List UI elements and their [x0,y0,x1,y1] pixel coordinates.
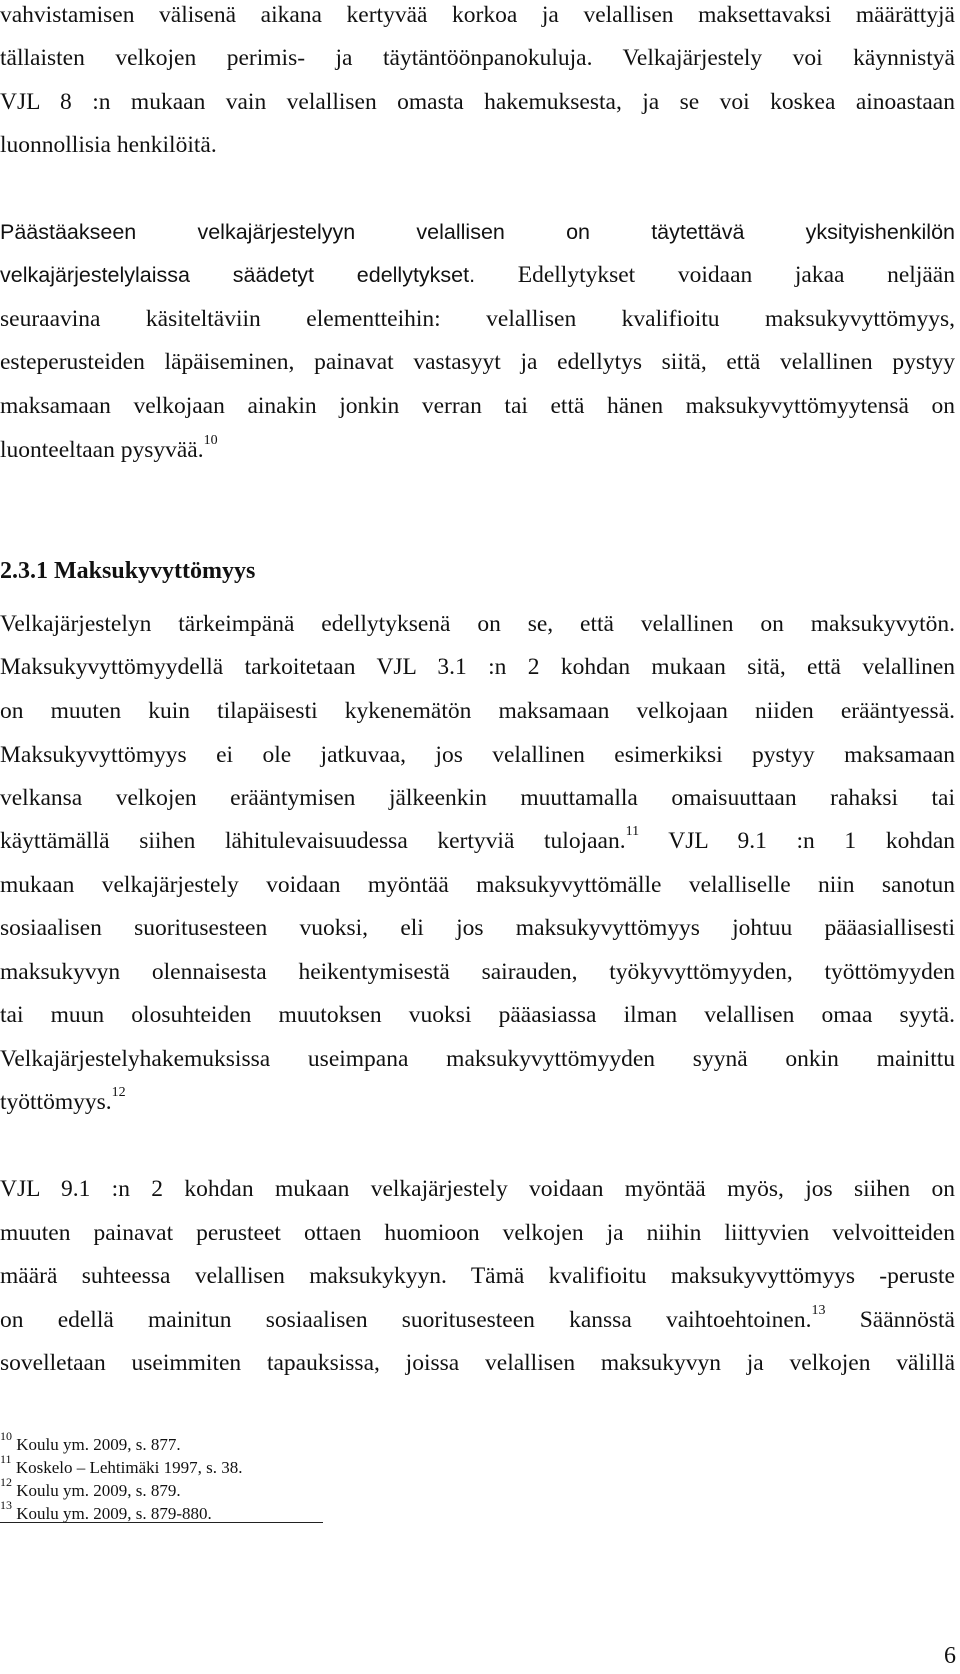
text-line [0,1305,955,1335]
text-line: seuraavina käsiteltäviin elementteihin: velallisen kvalifioitu maksukyvyttömyys, [0,306,955,332]
footnote-text: Koskelo – Lehtimäki 1997, s. 38. [11,1458,243,1477]
text-line: määrä suhteessa velallisen maksukykyyn. Tämä kvalifioitu maksukyvyttömyys -peruste [0,1263,955,1289]
text-span: VJL 9.1 :n 1 kohdan [639,828,955,854]
text-line: Velkajärjestelyn tärkeimpänä edellytyksenä on se, että velallinen on maksukyvytön. [0,611,955,637]
footnote-number: 13 [0,1498,12,1513]
footnote [0,1452,243,1479]
footnote [0,1429,181,1456]
text-line: tällaisten velkojen perimis- ja täytäntöönpanokuluja. Velkajärjestely voi käynnistyä [0,45,955,71]
text-line [0,260,955,290]
text-line: mukaan velkajärjestely voidaan myöntää maksukyvyttömälle velalliselle niin sanotun [0,872,955,898]
text-line [0,1087,955,1117]
text-span: käyttämällä siihen lähitulevaisuudessa kertyviä tulojaan. [0,828,626,854]
text-span: Säännöstä [825,1307,955,1333]
text-span-sans: velkajärjestelylaissa säädetyt edellytykset. [0,263,476,287]
text-line [0,435,955,465]
footnote-ref[interactable]: 13 [811,1303,826,1319]
text-span: luonteeltaan pysyvää. [0,437,204,463]
text-line: on muuten kuin tilapäisesti kykenemätön maksamaan velkojaan niiden erääntyessä. [0,698,955,724]
footnote-ref[interactable]: 10 [203,433,218,449]
footnote-number: 10 [0,1429,12,1444]
page-number: 6 [944,1643,956,1669]
text-line [0,826,955,856]
footnote-number: 12 [0,1475,12,1490]
text-line: velkansa velkojen erääntymisen jälkeenkin muuttamalla omaisuuttaan rahaksi tai [0,785,955,811]
text-span: työttömyys. [0,1089,112,1115]
footnote-text: Koulu ym. 2009, s. 877. [12,1435,181,1454]
text-span: on edellä mainitun sosiaalisen suoritusesteen kanssa vaihtoehtoinen. [0,1307,812,1333]
text-line: Maksukyvyttömyys ei ole jatkuvaa, jos velallinen esimerkiksi pystyy maksamaan [0,742,955,768]
text-line: Päästäakseen velkajärjestelyyn velallisen on täytettävä yksityishenkilön [0,220,955,244]
text-line: sovelletaan useimmiten tapauksissa, joissa velallisen maksukyvyn ja velkojen välillä [0,1350,955,1376]
text-line: maksamaan velkojaan ainakin jonkin verran tai että hänen maksukyvyttömyytensä on [0,393,955,419]
text-line: tai muun olosuhteiden muutoksen vuoksi pääasiassa ilman velallisen omaa syytä. [0,1002,955,1028]
text-span: Edellytykset voidaan jakaa neljään [475,262,955,288]
text-line: muuten painavat perusteet ottaen huomioon velkojen ja niihin liittyvien velvoitteiden [0,1220,955,1246]
footnote-ref[interactable]: 11 [625,824,640,840]
text-line: vahvistamisen välisenä aikana kertyvää korkoa ja velallisen maksettavaksi määrättyjä [0,2,955,28]
text-line: sosiaalisen suoritusesteen vuoksi, eli jos maksukyvyttömyys johtuu pääasiallisesti [0,915,955,941]
footnote-text: Koulu ym. 2009, s. 879-880. [12,1504,212,1523]
footnote-text: Koulu ym. 2009, s. 879. [12,1481,181,1500]
section-heading: 2.3.1 Maksukyvyttömyys [0,558,256,584]
footnote-number: 11 [0,1452,12,1467]
text-line: luonnollisia henkilöitä. [0,132,217,158]
footnote [0,1498,212,1525]
text-line: Maksukyvyttömyydellä tarkoitetaan VJL 3.1 :n 2 kohdan mukaan sitä, että velallinen [0,654,955,680]
text-line: VJL 9.1 :n 2 kohdan mukaan velkajärjestely voidaan myöntää myös, jos siihen on [0,1176,955,1202]
text-line: Velkajärjestelyhakemuksissa useimpana maksukyvyttömyyden syynä onkin mainittu [0,1046,955,1072]
footnote [0,1475,181,1502]
text-line: VJL 8 :n mukaan vain velallisen omasta hakemuksesta, ja se voi koskea ainoastaan [0,89,955,115]
text-line: maksukyvyn olennaisesta heikentymisestä sairauden, työkyvyttömyyden, työttömyyden [0,959,955,985]
text-line: esteperusteiden läpäiseminen, painavat vastasyyt ja edellytys siitä, että velallinen pystyy [0,349,955,375]
footnote-ref[interactable]: 12 [111,1085,126,1101]
